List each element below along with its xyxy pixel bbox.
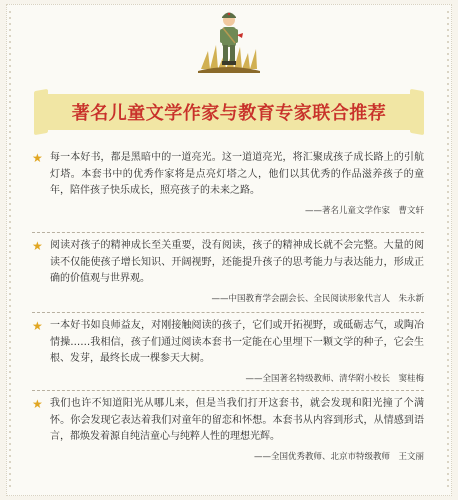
quote-text: 一本好书如良师益友，对刚接触阅读的孩子，它们或开拓视野，或砥砺志气，或陶冶情操……我相信，孩子们通过阅读本套书一定能在心里埋下一颗文学的种子，它会生根、发芽，最终长成一棵参天大树。 <box>50 320 424 364</box>
dashed-divider <box>32 312 424 314</box>
dotted-border-right <box>445 9 451 491</box>
dashed-divider <box>32 390 424 392</box>
recommendation-quote <box>32 396 424 462</box>
quote-signature: ——著名儿童文学作家 曹文轩 <box>304 205 424 216</box>
recommendation-quote <box>32 318 424 384</box>
page-title: 著名儿童文学作家与教育专家联合推荐 <box>71 103 387 124</box>
recommendation-quote <box>32 150 424 216</box>
quote-signature: ——全国著名特级教师、清华附小校长 窦桂梅 <box>245 373 424 384</box>
quote-text: 阅读对孩子的精神成长至关重要，没有阅读，孩子的精神成长就不会完整。大量的阅读不仅能使孩子增长知识、开阔视野，还能提升孩子的思考能力与表达能力，形成正确的价值观与世界观。 <box>50 240 424 284</box>
quote-text: 我们也许不知道阳光从哪儿来，但是当我们打开这套书，就会发现和阳光撞了个满怀。你会发现它表达着我们对童年的留恋和怀想。本套书从内容到形式，从情感到语言，都焕发着源自纯洁童心与纯粹人性的理想光辉。 <box>50 398 424 442</box>
star-icon: ★ <box>32 151 43 165</box>
dashed-divider <box>32 232 424 234</box>
star-icon: ★ <box>32 319 43 333</box>
dotted-border-left <box>7 9 13 491</box>
quote-signature: ——全国优秀教师、北京市特级教师 王文丽 <box>253 451 424 462</box>
recommendation-quote <box>32 238 424 304</box>
quote-text: 每一本好书，都是黑暗中的一道亮光。这一道道亮光，将汇聚成孩子成长路上的引航灯塔。本套书中的优秀作家将是点亮灯塔之人，他们以其优秀的作品滋养孩子的童年，陪伴孩子快乐成长，照亮孩子的未来之路。 <box>50 152 424 196</box>
star-icon: ★ <box>32 397 43 411</box>
star-icon: ★ <box>32 239 43 253</box>
boy-soldier-icon <box>196 5 262 75</box>
title-banner <box>40 94 418 130</box>
quote-signature: ——中国教育学会副会长、全民阅读形象代言人 朱永新 <box>211 293 424 304</box>
